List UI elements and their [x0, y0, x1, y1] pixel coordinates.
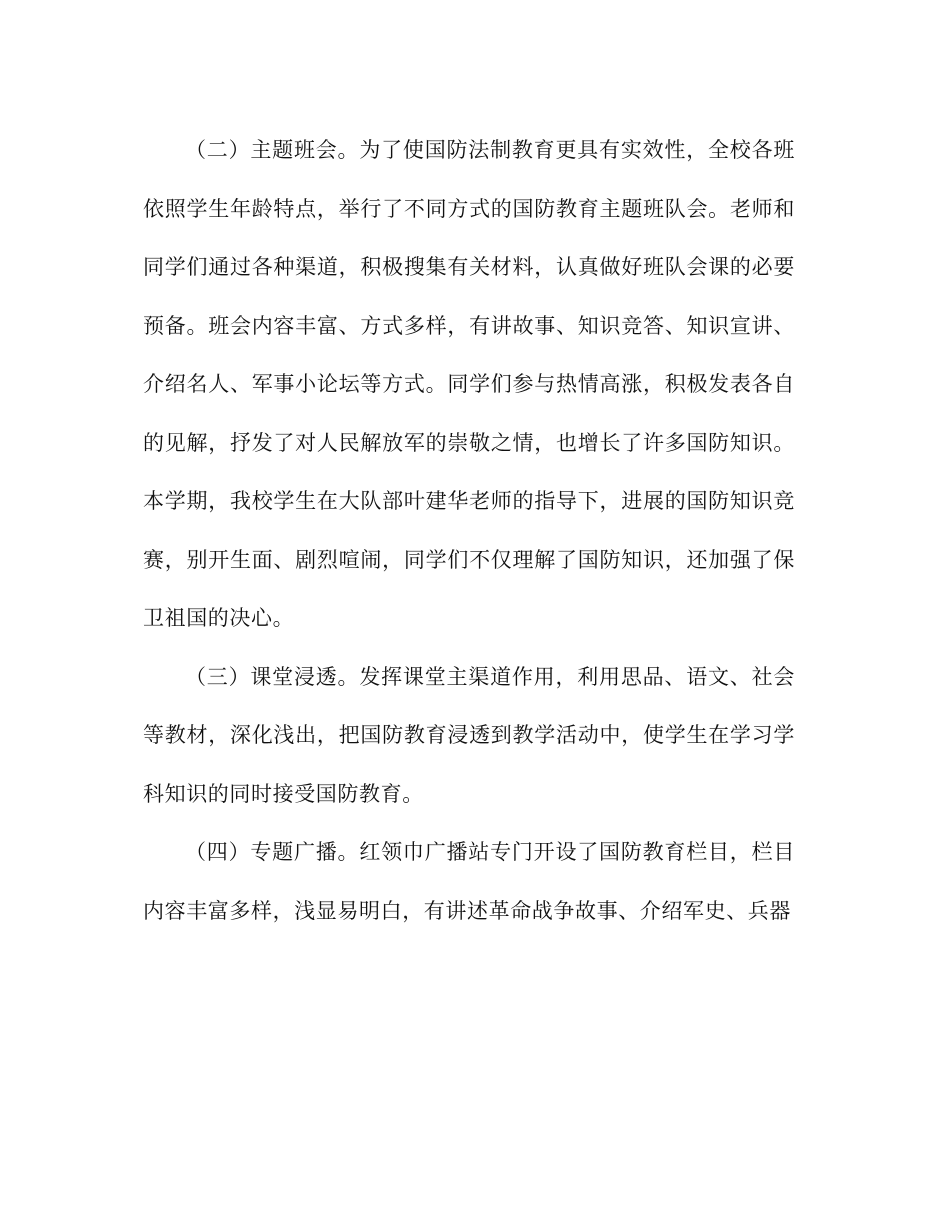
paragraph-special-broadcast: （四）专题广播。红领巾广播站专门开设了国防教育栏目，栏目内容丰富多样，浅显易明白，有讲述革命战争故事、介绍军史、兵器: [143, 840, 795, 923]
paragraph-classroom-infiltration: （三）课堂浸透。发挥课堂主渠道作用，利用思品、语文、社会等教材，深化浅出，把国防教育浸透到教学活动中，使学生在学习学科知识的同时接受国防教育。: [143, 664, 795, 806]
paragraph-class-meeting: （二）主题班会。为了使国防法制教育更具有实效性，全校各班依照学生年龄特点，举行了不同方式的国防教育主题班队会。老师和同学们通过各种渠道，积极搜集有关材料，认真做好班队会课的必要预备。班会内容丰富、方式多样，有讲故事、知识竞答、知识宣讲、介绍名人、军事小论坛等方式。同学们参与热情高涨，积极发表各自的见解，抒发了对人民解放军的崇敬之情，也增长了许多国防知识。本学期，我校学生在大队部叶建华老师的指导下，进展的国防知识竞赛，别开生面、剧烈喧闹，同学们不仅理解了国防知识，还加强了保卫祖国的决心。: [143, 138, 795, 630]
document-body: [143, 121, 795, 940]
